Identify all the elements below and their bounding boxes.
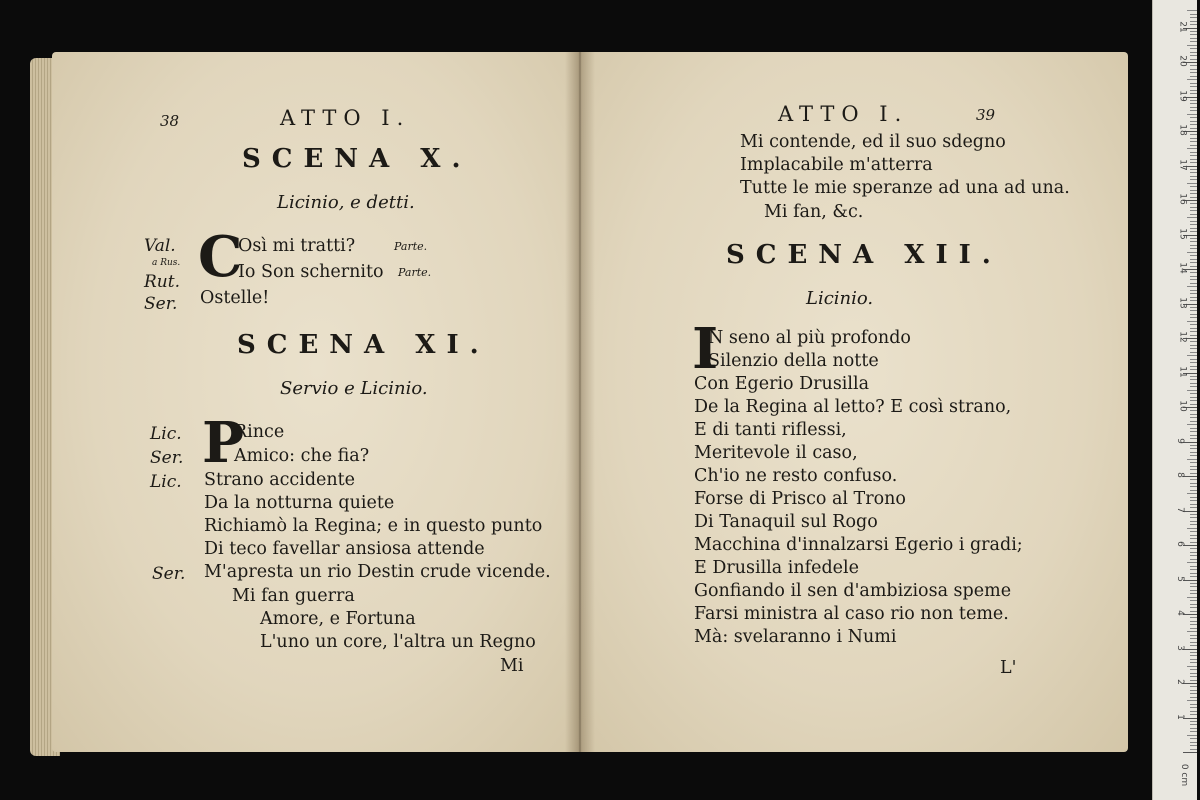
speaker-label: Ser.	[152, 564, 186, 584]
verse-line: Amore, e Fortuna	[260, 609, 416, 629]
verse-line: Ch'io ne resto confuso.	[694, 466, 898, 486]
ruler-number: 16	[1177, 193, 1188, 205]
verse-line: Mi fan guerra	[232, 586, 355, 606]
ruler-tick	[1190, 362, 1197, 363]
ruler-tick	[1190, 414, 1197, 415]
verse-line: L'uno un core, l'altra un Regno	[260, 632, 536, 652]
verse-line: Di Tanaquil sul Rogo	[694, 512, 878, 532]
verse-line: Macchina d'innalzarsi Egerio i gradi;	[694, 535, 1023, 555]
ruler-tick	[1190, 128, 1197, 129]
ruler-tick	[1187, 10, 1197, 11]
ruler-tick	[1190, 103, 1197, 104]
scene-title: SCENA XII.	[726, 240, 1002, 270]
ruler-tick	[1190, 676, 1197, 677]
ruler-tick	[1183, 649, 1197, 650]
ruler-tick	[1190, 76, 1197, 77]
ruler-tick	[1190, 393, 1197, 394]
ruler-tick	[1183, 476, 1197, 477]
verse-line: Rince	[234, 422, 285, 442]
ruler-tick	[1187, 286, 1197, 287]
ruler-tick	[1183, 511, 1197, 512]
ruler-tick	[1187, 321, 1197, 322]
book-gutter	[565, 52, 595, 752]
ruler-tick	[1190, 59, 1197, 60]
ruler-number: 17	[1177, 158, 1188, 171]
ruler-tick	[1190, 452, 1197, 453]
ruler-tick	[1190, 524, 1197, 525]
verse-line: M'apresta un rio Destin crude vicende.	[204, 562, 551, 582]
ruler-tick	[1190, 383, 1197, 384]
speaker-label: Ser.	[144, 294, 178, 314]
ruler-tick	[1190, 655, 1197, 656]
ruler-tick	[1190, 224, 1197, 225]
verse-line: Forse di Prisco al Trono	[694, 489, 906, 509]
ruler-tick	[1183, 752, 1197, 753]
ruler-number: 8	[1174, 472, 1185, 478]
verse-line: Tutte le mie speranze ad una ad una.	[740, 178, 1070, 198]
ruler-tick	[1190, 155, 1197, 156]
verse-line: Da la notturna quiete	[204, 493, 395, 513]
ruler-unit-label: 0 cm	[1179, 763, 1190, 787]
running-head: ATTO I.	[778, 102, 909, 126]
ruler-tick	[1190, 697, 1197, 698]
ruler-tick	[1190, 86, 1197, 87]
ruler-tick	[1190, 673, 1197, 674]
ruler-tick	[1187, 79, 1197, 80]
ruler-tick	[1190, 31, 1197, 32]
ruler-tick	[1190, 203, 1197, 204]
ruler-tick	[1190, 531, 1197, 532]
ruler-tick	[1190, 711, 1197, 712]
ruler-tick	[1187, 597, 1197, 598]
page-number: 38	[160, 112, 180, 130]
ruler-tick	[1190, 41, 1197, 42]
ruler-tick	[1190, 307, 1197, 308]
ruler-number: 14	[1177, 262, 1188, 274]
ruler-tick	[1190, 662, 1197, 663]
ruler-tick	[1190, 521, 1197, 522]
verse-line: Mà: svelaranno i Numi	[694, 627, 897, 647]
ruler-tick	[1190, 686, 1197, 687]
speaker-label: Val.	[144, 236, 176, 256]
ruler-tick	[1190, 590, 1197, 591]
ruler-tick	[1190, 162, 1197, 163]
ruler-number: 15	[1177, 227, 1188, 240]
ruler-tick	[1190, 617, 1197, 618]
ruler-tick	[1187, 355, 1197, 356]
ruler-tick	[1190, 507, 1197, 508]
ruler-tick	[1190, 359, 1197, 360]
ruler-tick	[1190, 138, 1197, 139]
ruler-tick	[1190, 486, 1197, 487]
ruler-tick	[1190, 290, 1197, 291]
verse-line: E di tanti riflessi,	[694, 420, 847, 440]
ruler-tick	[1190, 65, 1197, 66]
ruler-tick	[1190, 466, 1197, 467]
measurement-ruler	[1152, 0, 1197, 800]
ruler-tick	[1190, 417, 1197, 418]
ruler-tick	[1190, 431, 1197, 432]
ruler-tick	[1190, 190, 1197, 191]
scene-title: SCENA XI.	[237, 330, 490, 360]
ruler-number: 11	[1177, 365, 1188, 378]
ruler-tick	[1190, 566, 1197, 567]
speaker-label: Lic.	[150, 424, 182, 444]
ruler-number: 21	[1177, 20, 1188, 33]
ruler-tick	[1190, 573, 1197, 574]
ruler-tick	[1190, 738, 1197, 739]
ruler-tick	[1190, 276, 1197, 277]
ruler-tick	[1190, 141, 1197, 142]
ruler-tick	[1190, 193, 1197, 194]
ruler-number: 13	[1177, 296, 1188, 309]
ruler-tick	[1190, 317, 1197, 318]
ruler-tick	[1187, 183, 1197, 184]
ruler-number: 20	[1177, 55, 1188, 67]
verse-line: Gonfiando il sen d'ambiziosa speme	[694, 581, 1012, 601]
drop-cap: I	[692, 316, 719, 382]
ruler-tick	[1190, 145, 1197, 146]
ruler-tick	[1190, 55, 1197, 56]
ruler-tick	[1190, 500, 1197, 501]
ruler-tick	[1190, 728, 1197, 729]
ruler-tick	[1190, 69, 1197, 70]
ruler-tick	[1187, 631, 1197, 632]
ruler-tick	[1190, 283, 1197, 284]
ruler-tick	[1190, 341, 1197, 342]
ruler-tick	[1190, 314, 1197, 315]
verse-line: Ostelle!	[200, 288, 270, 308]
speaker-label: Ser.	[150, 448, 184, 468]
ruler-tick	[1190, 17, 1197, 18]
ruler-tick	[1190, 628, 1197, 629]
verse-line: Di teco favellar ansiosa attende	[204, 539, 485, 559]
ruler-tick	[1190, 535, 1197, 536]
ruler-tick	[1190, 479, 1197, 480]
scene-cast: Licinio.	[806, 288, 874, 309]
ruler-number: 18	[1177, 124, 1188, 136]
verse-line: Amico: che fia?	[234, 446, 370, 466]
ruler-tick	[1190, 490, 1197, 491]
left-page	[52, 52, 584, 752]
ruler-tick	[1190, 266, 1197, 267]
ruler-tick	[1190, 331, 1197, 332]
ruler-number: 4	[1174, 610, 1185, 616]
verse-line: Osì mi tratti?	[238, 236, 356, 256]
ruler-tick	[1190, 504, 1197, 505]
ruler-tick	[1190, 514, 1197, 515]
ruler-tick	[1190, 669, 1197, 670]
ruler-tick	[1190, 635, 1197, 636]
ruler-tick	[1190, 745, 1197, 746]
ruler-tick	[1190, 255, 1197, 256]
ruler-tick	[1190, 400, 1197, 401]
verse-line: Io Son schernito	[238, 262, 384, 282]
ruler-number: 6	[1174, 541, 1185, 547]
ruler-tick	[1190, 593, 1197, 594]
ruler-tick	[1190, 152, 1197, 153]
ruler-tick	[1190, 445, 1197, 446]
ruler-tick	[1190, 24, 1197, 25]
catchword: Mi	[500, 656, 524, 676]
ruler-tick	[1187, 45, 1197, 46]
ruler-tick	[1190, 366, 1197, 367]
ruler-tick	[1190, 542, 1197, 543]
ruler-tick	[1190, 186, 1197, 187]
ruler-tick	[1190, 369, 1197, 370]
ruler-tick	[1190, 110, 1197, 111]
ruler-number: 3	[1174, 644, 1185, 651]
ruler-tick	[1190, 248, 1197, 249]
ruler-tick	[1190, 462, 1197, 463]
scene-title: SCENA X.	[242, 144, 472, 174]
ruler-tick	[1190, 469, 1197, 470]
ruler-tick	[1190, 93, 1197, 94]
verse-line: Silenzio della notte	[708, 351, 879, 371]
ruler-tick	[1190, 693, 1197, 694]
ruler-tick	[1190, 569, 1197, 570]
ruler-tick	[1187, 735, 1197, 736]
verse-line: Con Egerio Drusilla	[694, 374, 870, 394]
ruler-number: 7	[1174, 506, 1185, 513]
ruler-tick	[1190, 90, 1197, 91]
ruler-tick	[1190, 100, 1197, 101]
ruler-number: 9	[1174, 437, 1185, 444]
ruler-tick	[1190, 448, 1197, 449]
verse-line: Implacabile m'atterra	[740, 155, 933, 175]
ruler-tick	[1187, 493, 1197, 494]
stage-direction: Parte.	[394, 240, 428, 253]
ruler-number: 19	[1177, 89, 1188, 102]
ruler-tick	[1183, 580, 1197, 581]
ruler-tick	[1190, 611, 1197, 612]
ruler-tick	[1190, 38, 1197, 39]
drop-cap: P	[202, 410, 245, 476]
ruler-tick	[1190, 724, 1197, 725]
ruler-tick	[1190, 435, 1197, 436]
ruler-tick	[1183, 718, 1197, 719]
ruler-tick	[1190, 576, 1197, 577]
ruler-tick	[1190, 397, 1197, 398]
ruler-number: 1	[1174, 713, 1185, 720]
ruler-tick	[1190, 604, 1197, 605]
ruler-tick	[1190, 134, 1197, 135]
ruler-tick	[1183, 442, 1197, 443]
ruler-tick	[1190, 438, 1197, 439]
ruler-tick	[1190, 652, 1197, 653]
ruler-tick	[1190, 238, 1197, 239]
ruler-tick	[1190, 410, 1197, 411]
ruler-tick	[1190, 680, 1197, 681]
running-head: ATTO I.	[280, 106, 411, 130]
ruler-tick	[1187, 114, 1197, 115]
ruler-tick	[1190, 262, 1197, 263]
ruler-tick	[1190, 169, 1197, 170]
ruler-tick	[1190, 707, 1197, 708]
speaker-label: Lic.	[150, 472, 182, 492]
ruler-tick	[1183, 545, 1197, 546]
ruler-tick	[1190, 600, 1197, 601]
ruler-tick	[1187, 666, 1197, 667]
catchword: L'	[1000, 658, 1017, 678]
ruler-tick	[1190, 517, 1197, 518]
ruler-number: 12	[1177, 331, 1188, 343]
ruler-tick	[1190, 124, 1197, 125]
ruler-tick	[1190, 324, 1197, 325]
ruler-tick	[1190, 690, 1197, 691]
verse-line: N seno al più profondo	[708, 328, 911, 348]
ruler-tick	[1190, 159, 1197, 160]
ruler-tick	[1190, 586, 1197, 587]
verse-line: Strano accidente	[204, 470, 356, 490]
ruler-tick	[1187, 217, 1197, 218]
ruler-tick	[1190, 214, 1197, 215]
scene-cast: Licinio, e detti.	[277, 192, 415, 213]
verse-line: Meritevole il caso,	[694, 443, 858, 463]
ruler-tick	[1190, 455, 1197, 456]
ruler-tick	[1190, 552, 1197, 553]
ruler-tick	[1187, 252, 1197, 253]
ruler-tick	[1190, 231, 1197, 232]
ruler-tick	[1190, 624, 1197, 625]
ruler-tick	[1190, 335, 1197, 336]
ruler-tick	[1190, 52, 1197, 53]
ruler-tick	[1190, 310, 1197, 311]
ruler-tick	[1190, 428, 1197, 429]
ruler-tick	[1190, 714, 1197, 715]
ruler-tick	[1190, 300, 1197, 301]
ruler-tick	[1190, 297, 1197, 298]
ruler-tick	[1190, 659, 1197, 660]
ruler-tick	[1190, 555, 1197, 556]
open-book	[30, 52, 1132, 760]
ruler-tick	[1190, 197, 1197, 198]
scene-cast: Servio e Licinio.	[280, 378, 428, 399]
ruler-tick	[1190, 221, 1197, 222]
ruler-tick	[1190, 731, 1197, 732]
ruler-tick	[1190, 34, 1197, 35]
ruler-tick	[1190, 293, 1197, 294]
ruler-tick	[1190, 645, 1197, 646]
ruler-tick	[1190, 559, 1197, 560]
ruler-tick	[1190, 638, 1197, 639]
ruler-tick	[1190, 279, 1197, 280]
ruler-number: 5	[1174, 575, 1185, 582]
ruler-tick	[1190, 83, 1197, 84]
ruler-tick	[1190, 483, 1197, 484]
ruler-tick	[1190, 14, 1197, 15]
ruler-tick	[1187, 424, 1197, 425]
ruler-tick	[1190, 404, 1197, 405]
ruler-tick	[1190, 497, 1197, 498]
ruler-tick	[1187, 459, 1197, 460]
ruler-tick	[1190, 272, 1197, 273]
ruler-tick	[1190, 345, 1197, 346]
verse-line: Mi contende, ed il suo sdegno	[740, 132, 1006, 152]
ruler-tick	[1190, 228, 1197, 229]
ruler-tick	[1187, 562, 1197, 563]
verse-line: Mi fan, &c.	[764, 202, 864, 222]
speaker-label: Rut.	[144, 272, 180, 292]
page-number: 39	[976, 106, 996, 124]
ruler-tick	[1190, 379, 1197, 380]
ruler-tick	[1190, 245, 1197, 246]
verse-line: E Drusilla infedele	[694, 558, 859, 578]
ruler-tick	[1190, 473, 1197, 474]
ruler-tick	[1190, 376, 1197, 377]
ruler-tick	[1190, 21, 1197, 22]
ruler-tick	[1190, 421, 1197, 422]
ruler-tick	[1190, 176, 1197, 177]
ruler-tick	[1190, 621, 1197, 622]
ruler-tick	[1190, 107, 1197, 108]
ruler-tick	[1190, 207, 1197, 208]
ruler-tick	[1190, 352, 1197, 353]
ruler-tick	[1190, 179, 1197, 180]
ruler-tick	[1190, 328, 1197, 329]
ruler-tick	[1190, 538, 1197, 539]
ruler-tick	[1190, 721, 1197, 722]
ruler-tick	[1183, 683, 1197, 684]
verse-line: Farsi ministra al caso rio non teme.	[694, 604, 1009, 624]
verse-line: Richiamò la Regina; e in questo punto	[204, 516, 543, 536]
ruler-tick	[1190, 607, 1197, 608]
ruler-tick	[1190, 348, 1197, 349]
ruler-tick	[1190, 583, 1197, 584]
ruler-tick	[1183, 614, 1197, 615]
right-page	[578, 52, 1128, 752]
drop-cap: C	[198, 224, 243, 290]
speaker-label: a Rus.	[152, 258, 181, 268]
ruler-tick	[1190, 241, 1197, 242]
ruler-tick	[1190, 749, 1197, 750]
ruler-tick	[1190, 742, 1197, 743]
ruler-tick	[1190, 117, 1197, 118]
ruler-tick	[1190, 72, 1197, 73]
ruler-tick	[1187, 148, 1197, 149]
ruler-tick	[1190, 704, 1197, 705]
stage-direction: Parte.	[398, 266, 432, 279]
ruler-tick	[1190, 386, 1197, 387]
ruler-tick	[1190, 548, 1197, 549]
ruler-tick	[1190, 48, 1197, 49]
verse-line: De la Regina al letto? E così strano,	[694, 397, 1012, 417]
ruler-number: 2	[1174, 679, 1185, 685]
ruler-tick	[1190, 172, 1197, 173]
ruler-number: 10	[1177, 400, 1188, 412]
ruler-tick	[1190, 210, 1197, 211]
ruler-tick	[1187, 528, 1197, 529]
ruler-tick	[1190, 259, 1197, 260]
ruler-tick	[1190, 642, 1197, 643]
ruler-tick	[1187, 390, 1197, 391]
ruler-tick	[1190, 121, 1197, 122]
ruler-tick	[1187, 700, 1197, 701]
